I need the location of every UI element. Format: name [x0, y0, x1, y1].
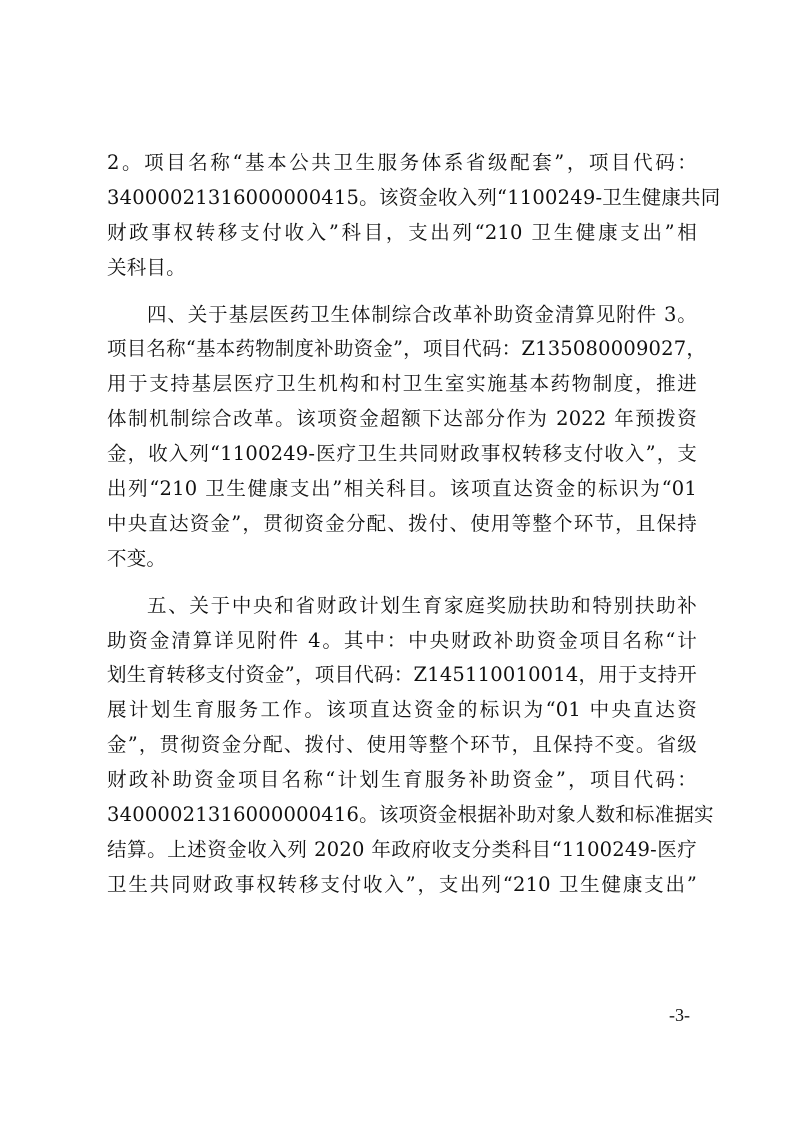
paragraph-section-4	[107, 298, 707, 577]
body-text	[107, 146, 721, 903]
text-line: 34000021316000000416。该项资金根据补助对象人数和标准据实	[107, 803, 714, 827]
text-line: 划生育转移支付资金”，项目代码：Z145110010014，用于支持开	[107, 663, 697, 687]
text-line: 不变。	[107, 546, 167, 570]
text-line: 金，收入列“1100249-医疗卫生共同财政事权转移支付收入”，支	[107, 442, 697, 466]
text-line: 卫生共同财政事权转移支付收入”，支出列“210 卫生健康支出”	[107, 872, 697, 896]
text-line: 五、关于中央和省财政计划生育家庭奖励扶助和特别扶助补	[147, 593, 697, 617]
text-line: 四、关于基层医药卫生体制综合改革补助资金清算见附件 3。	[147, 302, 697, 326]
text-line: 2。项目名称“基本公共卫生服务体系省级配套”，项目代码：	[107, 151, 697, 174]
text-line: 出列“210 卫生健康支出”相关科目。该项直达资金的标识为“01	[107, 477, 697, 501]
text-line: 财政事权转移支付收入”科目，支出列“210 卫生健康支出”相	[107, 220, 697, 244]
paragraph-section-5	[107, 589, 714, 903]
text-line: 金”，贯彻资金分配、拨付、使用等整个环节，且保持不变。省级	[107, 733, 697, 757]
paragraph-item-2	[107, 146, 721, 286]
text-line: 中央直达资金”，贯彻资金分配、拨付、使用等整个环节，且保持	[107, 511, 697, 535]
text-line: 财政补助资金项目名称“计划生育服务补助资金”，项目代码：	[107, 768, 697, 792]
page-number: -3-	[669, 1005, 690, 1025]
text-line: 项目名称“基本药物制度补助资金”，项目代码：Z135080009027，	[107, 337, 707, 361]
text-line: 用于支持基层医疗卫生机构和村卫生室实施基本药物制度，推进	[107, 372, 697, 396]
text-line: 关科目。	[107, 255, 186, 279]
text-line: 结算。上述资金收入列 2020 年政府收支分类科目“1100249-医疗	[107, 837, 697, 861]
text-line: 展计划生育服务工作。该项直达资金的标识为“01 中央直达资	[107, 698, 697, 722]
text-line: 体制机制综合改革。该项资金超额下达部分作为 2022 年预拨资	[107, 407, 697, 431]
text-line: 34000021316000000415。该资金收入列“1100249-卫生健康共同	[107, 185, 721, 209]
text-line: 助资金清算详见附件 4。其中：中央财政补助资金项目名称“计	[107, 628, 697, 652]
